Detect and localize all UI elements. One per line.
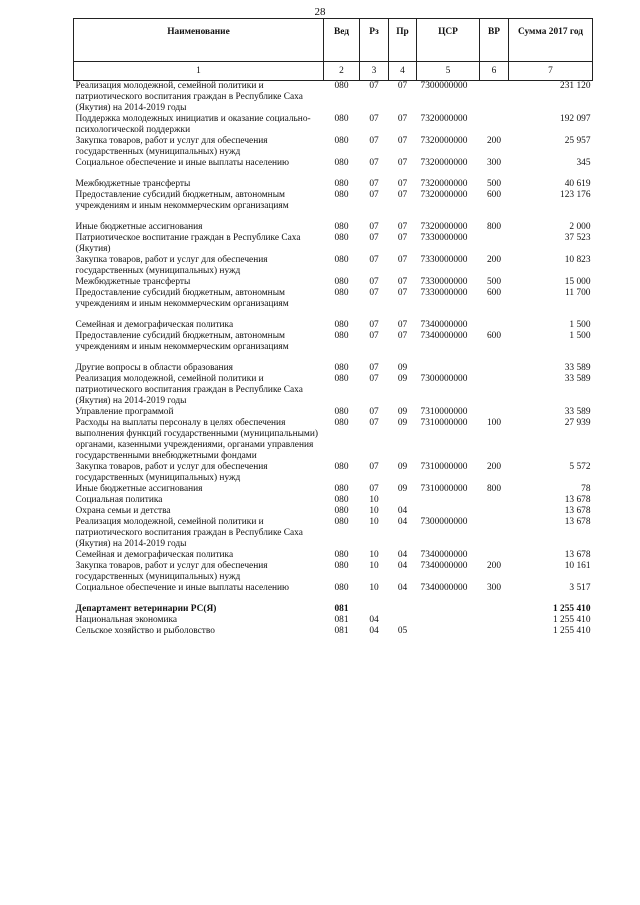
row-pr: 07 <box>397 190 408 200</box>
row-pr: 04 <box>397 550 408 560</box>
row-pr: 07 <box>397 179 408 189</box>
row-rz: 07 <box>369 277 379 287</box>
row-csr: 7330000000 <box>420 233 468 243</box>
row-ved: 080 <box>334 233 349 243</box>
row-csr: 7340000000 <box>420 583 468 593</box>
row-name: Предоставление субсидий бюджетным, автономным учреждениям и иным некоммерческим организациям <box>75 288 289 309</box>
row-vr: 800 <box>486 484 502 494</box>
row-vr: 600 <box>486 190 502 200</box>
row-sum: 40 619 <box>564 179 591 189</box>
row-csr <box>417 626 480 637</box>
row-ved: 080 <box>334 484 349 494</box>
row-sum: 345 <box>576 158 591 168</box>
row-spacer <box>74 353 593 363</box>
row-ved: 080 <box>334 506 349 516</box>
header-pr: Пр <box>389 19 417 62</box>
row-sum: 1 255 410 <box>553 615 591 625</box>
row-name: Закупка товаров, работ и услуг для обеспечения государственных (муниципальных) нужд <box>75 255 268 276</box>
row-vr: 600 <box>486 288 502 298</box>
row-pr: 07 <box>397 331 408 341</box>
row-name: Реализация молодежной, семейной политики и патриотического воспитания граждан в Республике Саха (Якутия) на 2014-2019 годы <box>75 517 303 549</box>
table-row <box>74 331 593 353</box>
row-pr: 07 <box>397 277 408 287</box>
row-spacer <box>74 310 593 320</box>
table-row <box>74 158 593 169</box>
row-pr: 04 <box>397 561 408 571</box>
row-ved: 080 <box>334 462 349 472</box>
row-vr <box>480 374 509 407</box>
row-vr <box>480 495 509 506</box>
table-row <box>74 222 593 233</box>
row-vr <box>480 626 509 637</box>
row-rz: 10 <box>369 583 379 593</box>
row-pr: 04 <box>397 517 408 527</box>
column-number: 5 <box>417 62 480 81</box>
row-ved: 080 <box>334 114 349 124</box>
row-spacer-cell <box>74 353 593 363</box>
row-pr: 07 <box>397 255 408 265</box>
row-pr: 09 <box>397 484 408 494</box>
row-name: Социальное обеспечение и иные выплаты населению <box>75 158 290 168</box>
row-spacer-cell <box>74 212 593 222</box>
row-name: Департамент ветеринарии РС(Я) <box>75 604 217 614</box>
row-pr: 09 <box>397 407 408 417</box>
row-ved: 080 <box>334 495 349 505</box>
row-sum: 1 500 <box>569 320 591 330</box>
row-csr: 7340000000 <box>420 561 468 571</box>
row-name: Управление программой <box>75 407 174 417</box>
row-name: Национальная экономика <box>75 615 178 625</box>
row-csr <box>417 506 480 517</box>
row-sum: 13 678 <box>564 517 591 527</box>
row-spacer-cell <box>74 310 593 320</box>
table-row <box>74 136 593 158</box>
table-row <box>74 288 593 310</box>
row-rz: 07 <box>369 222 379 232</box>
row-sum: 78 <box>581 484 591 494</box>
row-csr: 7310000000 <box>420 462 468 472</box>
row-vr <box>480 233 509 255</box>
row-sum: 15 000 <box>564 277 591 287</box>
row-rz: 07 <box>369 407 379 417</box>
row-csr: 7320000000 <box>420 158 468 168</box>
row-ved: 080 <box>334 158 349 168</box>
row-vr <box>480 604 509 615</box>
row-sum: 11 700 <box>565 288 591 298</box>
column-number: 7 <box>509 62 593 81</box>
row-rz: 10 <box>369 550 379 560</box>
table-row <box>74 418 593 462</box>
row-ved: 080 <box>334 363 349 373</box>
header-ved: Вед <box>324 19 360 62</box>
row-rz: 07 <box>369 158 379 168</box>
row-sum: 3 517 <box>569 583 591 593</box>
row-ved: 080 <box>334 136 349 146</box>
row-pr: 09 <box>397 418 408 428</box>
row-name: Расходы на выплаты персоналу в целях обеспечения выполнения функций государственными (муниципальными) органами, казенными учреждениями, органами управления государственными внебюджетными фондами <box>75 418 318 461</box>
table-row <box>74 407 593 418</box>
row-csr: 7320000000 <box>420 222 468 232</box>
row-pr: 09 <box>397 462 408 472</box>
row-rz: 04 <box>369 615 379 625</box>
row-vr <box>480 615 509 626</box>
column-number: 2 <box>324 62 360 81</box>
row-pr: 07 <box>397 114 408 124</box>
row-ved: 080 <box>334 583 349 593</box>
header-rz: Рз <box>360 19 389 62</box>
row-name: Межбюджетные трансферты <box>75 277 191 287</box>
table-row <box>74 550 593 561</box>
row-ved: 080 <box>334 222 349 232</box>
row-sum: 33 589 <box>564 374 591 384</box>
row-pr: 07 <box>397 136 408 146</box>
row-pr: 07 <box>397 288 408 298</box>
row-sum: 123 176 <box>560 190 591 200</box>
row-ved: 080 <box>334 517 349 527</box>
table-row <box>74 495 593 506</box>
table-row <box>74 517 593 550</box>
row-rz: 07 <box>369 320 379 330</box>
row-spacer <box>74 212 593 222</box>
header-sum: Сумма 2017 год <box>509 19 593 62</box>
table-row <box>74 190 593 212</box>
row-vr: 300 <box>486 158 502 168</box>
row-name: Иные бюджетные ассигнования <box>75 222 203 232</box>
row-vr <box>480 114 509 136</box>
row-pr: 04 <box>397 583 408 593</box>
row-rz: 10 <box>369 517 379 527</box>
row-sum: 37 523 <box>564 233 591 243</box>
row-name: Патриотическое воспитание граждан в Республике Саха (Якутия) <box>75 233 301 254</box>
table-row <box>74 604 593 615</box>
row-sum: 13 678 <box>564 495 591 505</box>
row-vr: 200 <box>486 561 502 571</box>
row-ved: 080 <box>334 561 349 571</box>
row-sum: 33 589 <box>564 407 591 417</box>
row-name: Закупка товаров, работ и услуг для обеспечения государственных (муниципальных) нужд <box>75 462 268 483</box>
row-csr: 7320000000 <box>420 114 468 124</box>
row-sum: 10 823 <box>564 255 591 265</box>
row-vr <box>480 81 509 115</box>
table-row <box>74 233 593 255</box>
table-row <box>74 277 593 288</box>
table-body <box>74 81 593 638</box>
row-name: Другие вопросы в области образования <box>75 363 233 373</box>
table-row <box>74 81 593 115</box>
row-csr: 7340000000 <box>420 550 468 560</box>
row-ved: 080 <box>334 288 349 298</box>
column-number: 1 <box>74 62 324 81</box>
row-sum: 192 097 <box>560 114 591 124</box>
row-name: Иные бюджетные ассигнования <box>75 484 203 494</box>
row-rz: 10 <box>369 561 379 571</box>
row-name: Закупка товаров, работ и услуг для обеспечения государственных (муниципальных) нужд <box>75 136 268 157</box>
row-csr: 7330000000 <box>420 255 468 265</box>
table-row <box>74 583 593 594</box>
row-csr: 7300000000 <box>420 81 468 91</box>
row-rz: 07 <box>369 190 379 200</box>
column-number: 6 <box>480 62 509 81</box>
row-csr: 7340000000 <box>420 320 468 330</box>
row-name: Семейная и демографическая политика <box>75 320 234 330</box>
row-rz: 07 <box>369 255 379 265</box>
row-spacer <box>74 594 593 604</box>
table-row <box>74 363 593 374</box>
row-vr <box>480 407 509 418</box>
row-name: Социальное обеспечение и иные выплаты населению <box>75 583 290 593</box>
row-csr: 7300000000 <box>420 517 468 527</box>
table-row <box>74 462 593 484</box>
row-ved: 080 <box>334 81 349 91</box>
row-vr: 800 <box>486 222 502 232</box>
row-name: Межбюджетные трансферты <box>75 179 191 189</box>
row-spacer-cell <box>74 594 593 604</box>
column-number-row <box>74 62 593 81</box>
row-name: Поддержка молодежных инициатив и оказание социально-психологической поддержки <box>75 114 311 135</box>
row-ved: 080 <box>334 374 349 384</box>
row-rz: 07 <box>369 233 379 243</box>
table-row <box>74 374 593 407</box>
row-csr: 7310000000 <box>420 407 468 417</box>
row-sum: 2 000 <box>569 222 591 232</box>
row-rz <box>360 604 389 615</box>
row-rz: 10 <box>369 506 379 516</box>
row-rz: 07 <box>369 288 379 298</box>
row-vr <box>480 363 509 374</box>
row-vr: 600 <box>486 331 502 341</box>
row-spacer <box>74 169 593 179</box>
row-csr: 7340000000 <box>420 331 468 341</box>
row-ved: 080 <box>334 418 349 428</box>
column-number: 3 <box>360 62 389 81</box>
row-name: Предоставление субсидий бюджетным, автономным учреждениям и иным некоммерческим организациям <box>75 331 289 352</box>
column-number: 4 <box>389 62 417 81</box>
header-csr: ЦСР <box>417 19 480 62</box>
row-vr <box>480 517 509 550</box>
row-name: Предоставление субсидий бюджетным, автономным учреждениям и иным некоммерческим организациям <box>75 190 289 211</box>
table-row <box>74 561 593 583</box>
table-row <box>74 114 593 136</box>
row-csr: 7320000000 <box>420 179 468 189</box>
row-csr: 7320000000 <box>420 136 468 146</box>
budget-table <box>73 18 593 637</box>
row-sum: 1 255 410 <box>553 626 591 636</box>
row-sum: 1 500 <box>569 331 591 341</box>
row-ved: 080 <box>334 550 349 560</box>
row-vr: 200 <box>486 462 502 472</box>
row-pr <box>389 495 417 506</box>
table-row <box>74 320 593 331</box>
row-vr <box>480 550 509 561</box>
header-vr: ВР <box>480 19 509 62</box>
row-ved: 081 <box>334 604 349 614</box>
row-vr <box>480 320 509 331</box>
row-csr <box>417 615 480 626</box>
row-pr: 04 <box>397 506 408 516</box>
row-pr: 07 <box>397 158 408 168</box>
row-spacer-cell <box>74 169 593 179</box>
row-pr: 09 <box>397 363 408 373</box>
row-ved: 080 <box>334 255 349 265</box>
row-csr <box>417 363 480 374</box>
row-name: Сельское хозяйство и рыболовство <box>75 626 215 636</box>
row-ved: 081 <box>334 615 349 625</box>
row-csr: 7330000000 <box>420 288 468 298</box>
row-rz: 07 <box>369 114 379 124</box>
row-csr: 7310000000 <box>420 418 468 428</box>
header-name: Наименование <box>74 19 324 62</box>
row-ved: 080 <box>334 320 349 330</box>
row-ved: 080 <box>334 190 349 200</box>
row-name: Охрана семьи и детства <box>75 506 171 516</box>
row-rz: 07 <box>369 81 379 91</box>
table-row <box>74 179 593 190</box>
row-rz: 10 <box>369 495 379 505</box>
table-row <box>74 615 593 626</box>
row-csr <box>417 604 480 615</box>
row-ved: 080 <box>334 179 349 189</box>
row-ved: 080 <box>334 331 349 341</box>
row-pr: 07 <box>397 81 408 91</box>
row-ved: 080 <box>334 407 349 417</box>
row-pr: 07 <box>397 320 408 330</box>
row-pr: 07 <box>397 222 408 232</box>
row-csr: 7310000000 <box>420 484 468 494</box>
row-csr: 7300000000 <box>420 374 468 384</box>
row-csr: 7330000000 <box>420 277 468 287</box>
row-ved: 081 <box>334 626 349 636</box>
table-row <box>74 255 593 277</box>
row-rz: 04 <box>369 626 379 636</box>
row-sum: 13 678 <box>564 506 591 516</box>
row-rz: 07 <box>369 136 379 146</box>
row-sum: 231 120 <box>560 81 591 91</box>
row-rz: 07 <box>369 462 379 472</box>
row-rz: 07 <box>369 484 379 494</box>
page-number: 28 <box>314 6 326 18</box>
row-vr: 100 <box>486 418 502 428</box>
table-header-row <box>74 19 593 62</box>
table-row <box>74 506 593 517</box>
row-sum: 5 572 <box>569 462 591 472</box>
row-vr: 200 <box>486 136 502 146</box>
row-vr <box>480 506 509 517</box>
row-rz: 07 <box>369 331 379 341</box>
row-sum: 10 161 <box>564 561 591 571</box>
row-sum: 13 678 <box>564 550 591 560</box>
row-pr: 05 <box>397 626 408 636</box>
row-vr: 500 <box>486 277 502 287</box>
row-name: Закупка товаров, работ и услуг для обеспечения государственных (муниципальных) нужд <box>75 561 268 582</box>
row-vr: 200 <box>486 255 502 265</box>
row-sum: 25 957 <box>564 136 591 146</box>
row-rz: 07 <box>369 418 379 428</box>
row-rz: 07 <box>369 374 379 384</box>
row-ved: 080 <box>334 277 349 287</box>
row-csr <box>417 495 480 506</box>
row-pr <box>389 615 417 626</box>
row-name: Реализация молодежной, семейной политики и патриотического воспитания граждан в Республике Саха (Якутия) на 2014-2019 годы <box>75 81 303 113</box>
row-name: Семейная и демографическая политика <box>75 550 234 560</box>
row-vr: 300 <box>486 583 502 593</box>
row-name: Социальная политика <box>75 495 163 505</box>
row-rz: 07 <box>369 363 379 373</box>
row-rz: 07 <box>369 179 379 189</box>
row-pr: 09 <box>397 374 408 384</box>
row-csr: 7320000000 <box>420 190 468 200</box>
row-sum: 27 939 <box>564 418 591 428</box>
row-pr <box>389 604 417 615</box>
table-row <box>74 626 593 637</box>
row-pr: 07 <box>397 233 408 243</box>
row-name: Реализация молодежной, семейной политики и патриотического воспитания граждан в Республике Саха (Якутия) на 2014-2019 годы <box>75 374 303 406</box>
row-sum: 33 589 <box>564 363 591 373</box>
table-row <box>74 484 593 495</box>
row-sum: 1 255 410 <box>553 604 591 614</box>
row-vr: 500 <box>486 179 502 189</box>
